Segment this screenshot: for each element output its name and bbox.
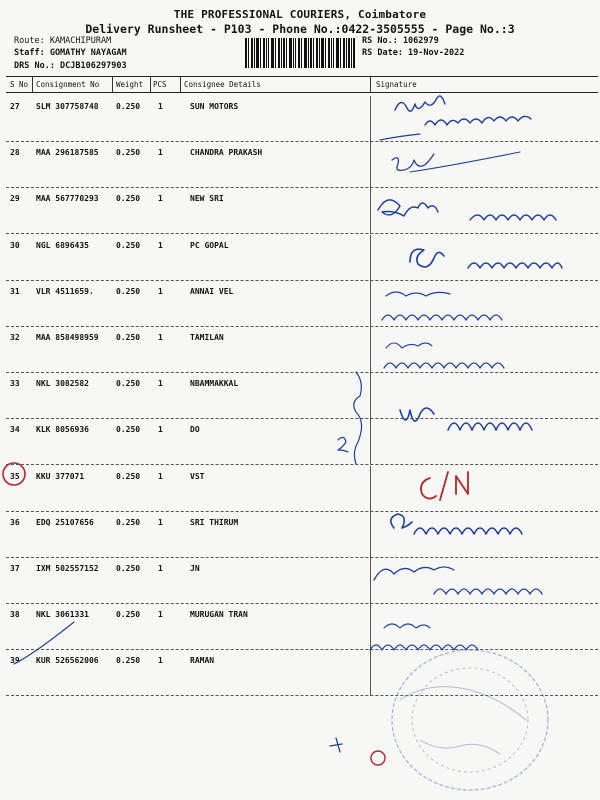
row-consignee: TAMILAN <box>190 333 224 342</box>
row-pcs: 1 <box>158 471 163 481</box>
col-header-consignment: Consignment No <box>36 80 100 89</box>
row-consignment-no: SLM 307758748 <box>36 102 99 111</box>
col-divider <box>32 76 33 92</box>
row-consignee: NBAMMAKKAL <box>190 379 239 389</box>
table-row <box>6 558 598 604</box>
row-pcs: 1 <box>158 240 163 250</box>
row-consignment-no: MAA 567770293 <box>36 194 99 204</box>
table-row <box>6 466 598 512</box>
row-weight: 0.250 <box>116 656 141 666</box>
table-row <box>6 188 598 234</box>
header-top-rule <box>6 76 598 77</box>
drs-number: DRS No.: DCJB106297903 <box>14 61 127 71</box>
col-header-consignee: Consignee Details <box>184 80 261 89</box>
row-pcs: 1 <box>158 379 163 389</box>
col-header-pcs: PCS <box>153 80 167 89</box>
signature-divider <box>370 419 371 465</box>
row-consignment-no: KLK 8056936 <box>36 425 89 435</box>
row-pcs: 1 <box>158 102 163 111</box>
rs-number: RS No.: 1062979 <box>362 36 439 46</box>
row-sno: 37 <box>10 564 20 573</box>
row-pcs: 1 <box>158 333 163 342</box>
row-pcs: 1 <box>158 610 163 620</box>
row-pcs: 1 <box>158 194 163 204</box>
row-weight: 0.250 <box>116 610 141 620</box>
signature-divider <box>370 604 371 650</box>
row-pcs: 1 <box>158 286 163 296</box>
signature-divider <box>370 142 371 188</box>
row-consignee: JN <box>190 564 200 573</box>
table-row <box>6 281 598 327</box>
row-consignment-no: EDQ 25107656 <box>36 517 94 527</box>
col-divider <box>150 76 151 92</box>
row-weight: 0.250 <box>116 379 141 389</box>
row-weight: 0.250 <box>116 471 141 481</box>
signature-divider <box>370 512 371 558</box>
table-row <box>6 235 598 281</box>
table-row <box>6 604 598 650</box>
row-consignment-no: KKU 377071 <box>36 471 85 481</box>
row-pcs: 1 <box>158 564 163 573</box>
row-consignment-no: NKL 3082582 <box>36 379 89 389</box>
row-pcs: 1 <box>158 148 163 158</box>
col-header-weight: Weight <box>116 80 144 89</box>
row-weight: 0.250 <box>116 517 141 527</box>
row-consignment-no: KUR 526562006 <box>36 656 99 666</box>
row-consignee: NEW SRI <box>190 194 224 204</box>
row-sno: 36 <box>10 517 20 527</box>
col-divider <box>180 76 181 92</box>
signature-divider <box>370 558 371 604</box>
table-row <box>6 142 598 188</box>
row-consignee: DO <box>190 425 200 435</box>
signature-divider <box>370 650 371 696</box>
signature-divider <box>370 466 371 512</box>
row-weight: 0.250 <box>116 286 141 296</box>
barcode-image <box>245 38 355 68</box>
row-sno: 32 <box>10 333 20 342</box>
col-header-signature: Signature <box>376 80 417 89</box>
row-sno: 31 <box>10 286 20 296</box>
staff-label: Staff: GOMATHY NAYAGAM <box>14 48 127 58</box>
col-divider <box>370 76 371 92</box>
row-weight: 0.250 <box>116 194 141 204</box>
row-sno: 38 <box>10 610 20 620</box>
row-pcs: 1 <box>158 517 163 527</box>
row-sno: 30 <box>10 240 20 250</box>
company-title: THE PROFESSIONAL COURIERS, Coimbatore <box>173 8 427 21</box>
row-consignment-no: VLR 4511659. <box>36 286 94 296</box>
col-header-sno: S No <box>10 80 29 89</box>
table-row <box>6 96 598 142</box>
row-consignee: RAMAN <box>190 656 215 666</box>
row-sno: 33 <box>10 379 20 389</box>
row-consignee: VST <box>190 471 205 481</box>
row-pcs: 1 <box>158 425 163 435</box>
row-consignee: ANNAI VEL <box>190 286 234 296</box>
row-weight: 0.250 <box>116 425 141 435</box>
row-consignment-no: NGL 6896435 <box>36 240 89 250</box>
row-weight: 0.250 <box>116 102 141 111</box>
signature-divider <box>370 188 371 234</box>
row-consignment-no: NKL 3061331 <box>36 610 89 620</box>
row-sno: 35 <box>10 471 20 481</box>
row-weight: 0.250 <box>116 240 141 250</box>
signature-divider <box>370 327 371 373</box>
route-label: Route: KAMACHIPURAM <box>14 36 112 46</box>
row-consignee: SUN MOTORS <box>190 102 239 111</box>
row-sno: 34 <box>10 425 20 435</box>
row-consignment-no: MAA 296187585 <box>36 148 99 158</box>
row-consignment-no: MAA 858498959 <box>36 333 99 342</box>
signature-divider <box>370 281 371 327</box>
row-consignee: CHANDRA PRAKASH <box>190 148 263 158</box>
row-consignee: MURUGAN TRAN <box>190 610 248 620</box>
col-divider <box>112 76 113 92</box>
signature-divider <box>370 235 371 281</box>
row-sno: 27 <box>10 102 20 111</box>
row-consignee: SRI THIRUM <box>190 517 239 527</box>
row-weight: 0.250 <box>116 333 141 342</box>
row-consignee: PC GOPAL <box>190 240 229 250</box>
row-sno: 39 <box>10 656 20 666</box>
signature-divider <box>370 373 371 419</box>
signature-divider <box>370 96 371 142</box>
header-bottom-rule <box>6 92 598 93</box>
row-weight: 0.250 <box>116 148 141 158</box>
row-sno: 28 <box>10 148 20 158</box>
table-row <box>6 419 598 465</box>
table-row <box>6 650 598 696</box>
table-row <box>6 373 598 419</box>
rs-date: RS Date: 19-Nov-2022 <box>362 48 465 58</box>
runsheet-title: Delivery Runsheet - P103 - Phone No.:0422-3505555 - Page No.:3 <box>85 22 515 36</box>
table-row <box>6 512 598 558</box>
row-separator <box>6 695 598 696</box>
row-pcs: 1 <box>158 656 163 666</box>
row-weight: 0.250 <box>116 564 141 573</box>
table-row <box>6 327 598 373</box>
row-sno: 29 <box>10 194 20 204</box>
row-consignment-no: IXM 502557152 <box>36 564 99 573</box>
